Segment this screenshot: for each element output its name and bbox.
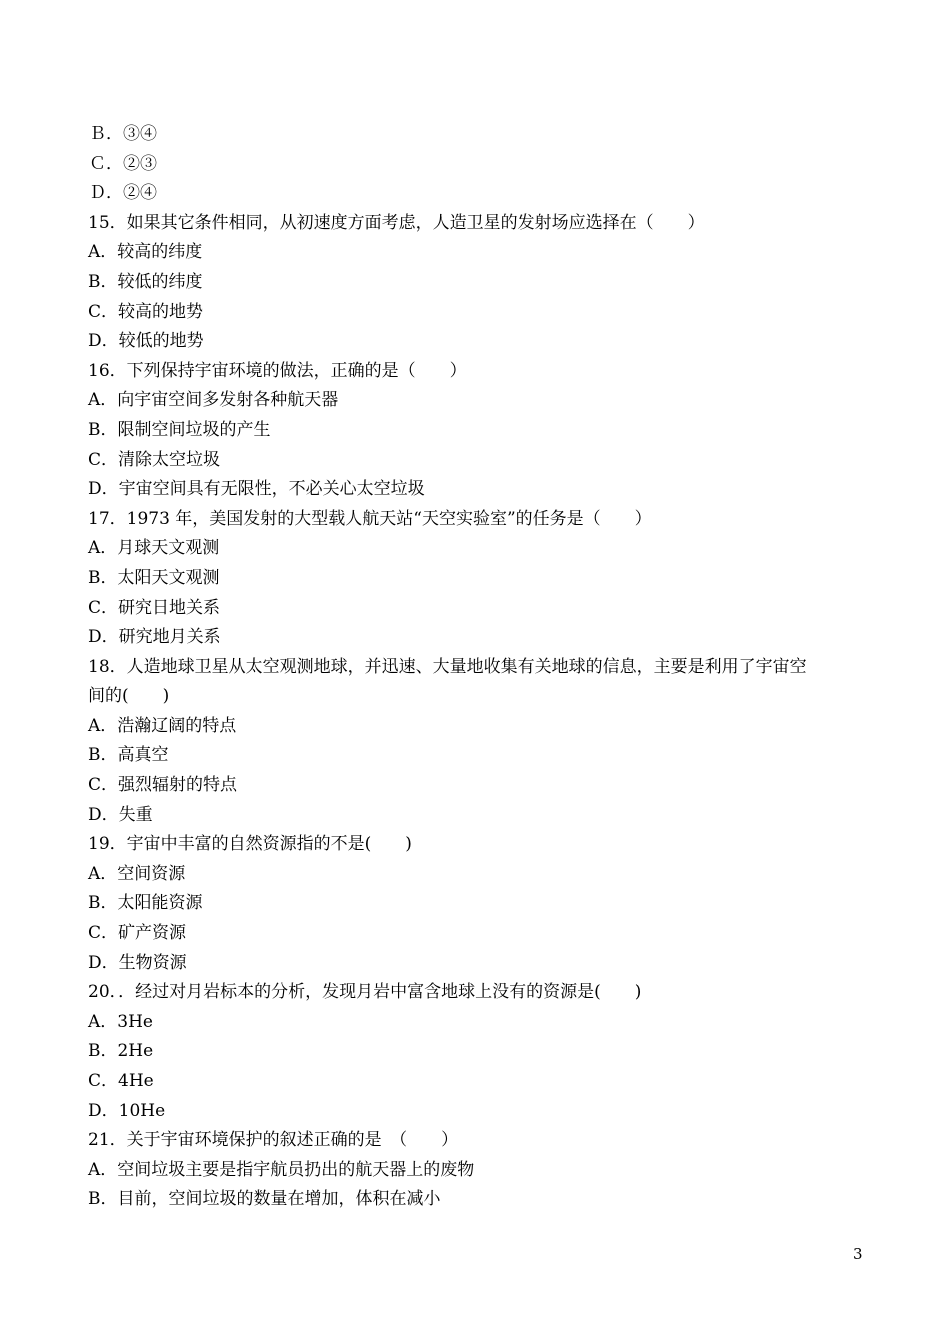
option-b-q20: B．2He	[88, 1041, 154, 1062]
option-b-q19: B．太阳能资源	[88, 893, 203, 914]
option-c-q17: C．研究日地关系	[88, 597, 221, 618]
page-number: 3	[853, 1245, 863, 1263]
option-a-q18: A．浩瀚辽阔的特点	[88, 715, 237, 736]
option-b-q18: B．高真空	[88, 745, 169, 766]
option-d-q18: D．失重	[88, 804, 153, 825]
option-d-q15: D．较低的地势	[88, 331, 204, 352]
question-15: 15．如果其它条件相同，从初速度方面考虑，人造卫星的发射场应选择在（ ）	[88, 212, 705, 233]
option-b-q16: B．限制空间垃圾的产生	[88, 419, 271, 440]
option-a-q17: A．月球天文观测	[88, 538, 220, 559]
option-b-q21: B．目前，空间垃圾的数量在增加，体积在减小	[88, 1189, 441, 1210]
option-c-q20: C．4He	[88, 1071, 154, 1091]
option-a-q15: A．较高的纬度	[88, 242, 203, 263]
option-a-q19: A．空间资源	[88, 863, 186, 884]
option-d-q19: D．生物资源	[88, 952, 187, 973]
option-c-q14: Ｃ．②③	[89, 153, 157, 174]
option-a-q21: A．空间垃圾主要是指宇航员扔出的航天器上的废物	[88, 1159, 475, 1180]
question-19: 19．宇宙中丰富的自然资源指的不是( )	[88, 834, 412, 855]
question-17: 17．1973 年，美国发射的大型载人航天站“天空实验室”的任务是（ ）	[88, 508, 652, 529]
option-a-q20: A．3He	[88, 1011, 153, 1032]
option-c-q15: C．较高的地势	[88, 301, 204, 322]
option-d-q20: D．10He	[88, 1100, 166, 1121]
question-16: 16．下列保持宇宙环境的做法，正确的是（ ）	[88, 360, 467, 381]
question-21: 21．关于宇宙环境保护的叙述正确的是 （ ）	[88, 1130, 459, 1151]
option-a-q16: A．向宇宙空间多发射各种航天器	[88, 390, 339, 411]
document-body	[88, 120, 878, 1215]
question-18-line-1: 18．人造地球卫星从太空观测地球，并迅速、大量地收集有关地球的信息，主要是利用了宇宙空	[88, 656, 807, 677]
question-20: 20．．经过对月岩标本的分析，发现月岩中富含地球上没有的资源是( )	[88, 982, 642, 1003]
option-c-q19: C．矿产资源	[88, 923, 187, 944]
option-d-q16: D．宇宙空间具有无限性，不必关心太空垃圾	[88, 479, 425, 500]
option-d-q17: D．研究地月关系	[88, 627, 221, 648]
option-d-q14: Ｄ．②④	[89, 183, 157, 204]
option-c-q18: C．强烈辐射的特点	[88, 775, 238, 796]
option-c-q16: C．清除太空垃圾	[88, 449, 221, 470]
option-b-q17: B．太阳天文观测	[88, 567, 220, 588]
question-18-line-2: 间的( )	[88, 686, 170, 707]
option-b-q15: B．较低的纬度	[88, 271, 203, 292]
option-b-q14: Ｂ．③④	[89, 124, 157, 144]
